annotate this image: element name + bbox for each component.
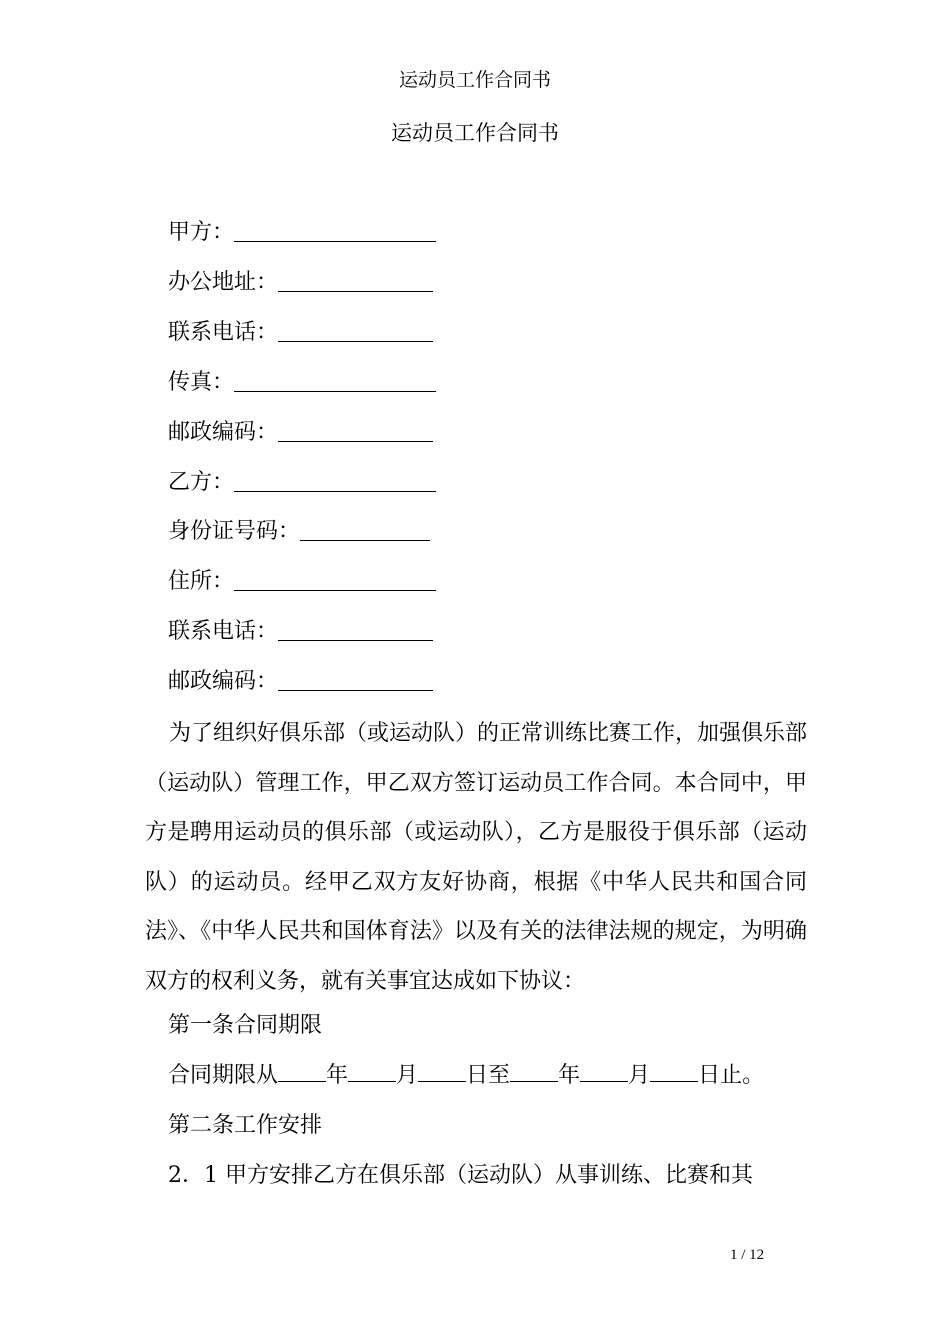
party-b-residence-field xyxy=(168,563,436,597)
party-b-name-label: 乙方： xyxy=(168,470,235,495)
party-b-name-field xyxy=(168,464,436,498)
party-b-id-label: 身份证号码： xyxy=(168,519,301,544)
party-a-phone-field xyxy=(168,314,433,348)
end-day-label: 日止。 xyxy=(698,1063,765,1088)
start-year-label: 年 xyxy=(326,1063,349,1088)
party-a-address-blank xyxy=(278,269,433,292)
start-day-blank xyxy=(418,1061,466,1082)
party-a-postcode-label: 邮政编码： xyxy=(168,420,279,445)
party-b-phone-blank xyxy=(278,618,433,641)
start-day-label: 日至 xyxy=(466,1063,511,1088)
article-2-heading: 第二条工作安排 xyxy=(168,1113,323,1138)
party-b-phone-label: 联系电话： xyxy=(168,619,279,644)
end-year-blank xyxy=(510,1061,558,1082)
clause-2-1: 2．1 甲方安排乙方在俱乐部（运动队）从事训练、比赛和其 xyxy=(168,1163,753,1188)
party-b-residence-label: 住所： xyxy=(168,569,235,594)
end-day-blank xyxy=(650,1061,698,1082)
party-b-postcode-blank xyxy=(278,668,433,691)
article-1-heading: 第一条合同期限 xyxy=(168,1013,323,1038)
party-b-postcode-label: 邮政编码： xyxy=(168,669,279,694)
start-year-blank xyxy=(278,1061,326,1082)
party-b-id-blank xyxy=(300,518,430,541)
party-a-fax-field xyxy=(168,364,436,398)
party-a-name-field xyxy=(168,214,436,248)
party-a-name-blank xyxy=(234,219,436,242)
party-a-fax-label: 传真： xyxy=(168,370,235,395)
party-a-postcode-field xyxy=(168,414,433,448)
party-a-phone-blank xyxy=(278,319,433,342)
party-a-name-label: 甲方： xyxy=(168,220,235,245)
end-month-label: 月 xyxy=(628,1063,651,1088)
start-month-label: 月 xyxy=(396,1063,419,1088)
party-b-id-field xyxy=(168,513,430,547)
start-month-blank xyxy=(348,1061,396,1082)
end-month-blank xyxy=(580,1061,628,1082)
party-a-address-field xyxy=(168,264,433,298)
preamble-paragraph: 为了组织好俱乐部（或运动队）的正常训练比赛工作，加强俱乐部（运动队）管理工作，甲乙双方签订运动员工作合同。本合同中，甲方是聘用运动员的俱乐部（或运动队），乙方是服役于俱乐部（运动队）的运动员。经甲乙双方友好协商，根据《中华人民共和国合同法》、《中华人民共和国体育法》以及有关的法律法规的规定，为明确双方的权利义务，就有关事宜达成如下协议： xyxy=(145,721,808,994)
party-a-address-label: 办公地址： xyxy=(168,270,279,295)
party-a-phone-label: 联系电话： xyxy=(168,320,279,345)
running-header-title: 运动员工作合同书 xyxy=(398,69,551,91)
page-number: 1 / 12 xyxy=(730,1247,765,1263)
party-a-postcode-blank xyxy=(278,419,433,442)
term-from-text: 合同期限从 xyxy=(168,1063,279,1088)
document-title: 运动员工作合同书 xyxy=(391,121,559,145)
party-b-name-blank xyxy=(234,469,436,492)
party-b-postcode-field xyxy=(168,663,433,697)
party-b-phone-field xyxy=(168,613,433,647)
end-year-label: 年 xyxy=(558,1063,581,1088)
party-a-fax-blank xyxy=(234,369,436,392)
contract-term-line xyxy=(168,1061,764,1091)
party-b-residence-blank xyxy=(234,568,436,591)
